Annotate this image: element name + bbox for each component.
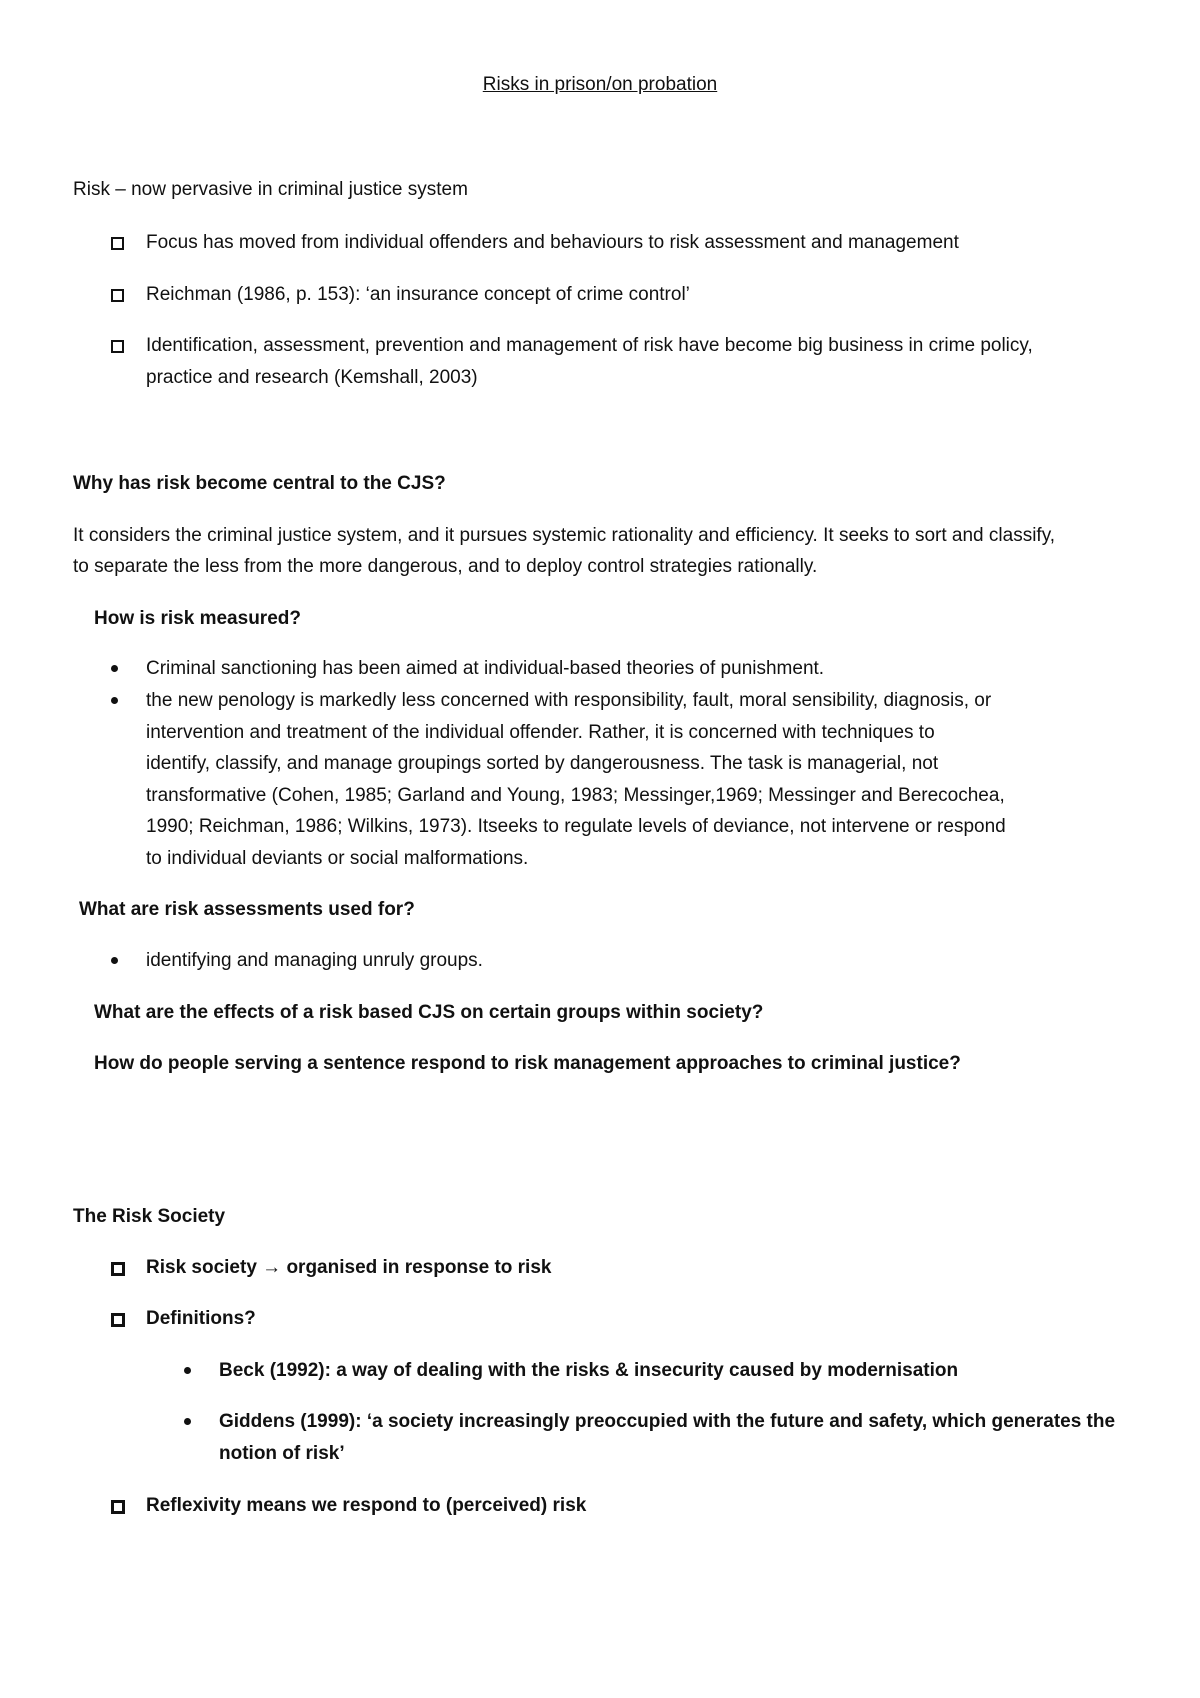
why-paragraph-line-1: It considers the criminal justice system, and it pursues systemic rationality and efficiency. It seeks to sort and classify, [73, 525, 1056, 546]
measured-bullet-2-line-4: transformative (Cohen, 1985; Garland and Young, 1983; Messinger,1969; Messinger and Berecochea, [146, 785, 1005, 806]
why-paragraph-line-2: to separate the less from the more dangerous, and to deploy control strategies rationally. [73, 556, 818, 577]
page-title: Risks in prison/on probation [482, 74, 718, 95]
definition-beck: Beck (1992): a way of dealing with the risks & insecurity caused by modernisation [219, 1360, 959, 1381]
question-response: How do people serving a sentence respond to risk management approaches to criminal justice? [94, 1053, 961, 1074]
intro-item-1: Focus has moved from individual offenders and behaviours to risk assessment and management [146, 232, 959, 253]
checkbox-icon [111, 1313, 125, 1327]
measured-bullet-1: Criminal sanctioning has been aimed at individual-based theories of punishment. [146, 658, 825, 679]
risk-society-item-1: Risk society → organised in response to risk [146, 1257, 552, 1278]
used-for-heading: What are risk assessments used for? [79, 899, 415, 920]
bullet-icon [184, 1418, 191, 1425]
risk-society-item-2: Definitions? [146, 1308, 256, 1329]
measured-heading: How is risk measured? [94, 608, 301, 629]
bullet-icon [111, 665, 118, 672]
bullet-icon [111, 697, 118, 704]
used-for-bullet: identifying and managing unruly groups. [146, 950, 483, 971]
checkbox-icon [111, 237, 124, 250]
intro-item-3-line-1: Identification, assessment, prevention and management of risk have become big business in crime policy, [146, 335, 1033, 356]
bullet-icon [111, 957, 118, 964]
risk-society-item-3: Reflexivity means we respond to (perceived) risk [146, 1495, 587, 1516]
risk-society-heading: The Risk Society [73, 1206, 226, 1227]
measured-bullet-2-line-3: identify, classify, and manage groupings sorted by dangerousness. The task is managerial, not [146, 753, 939, 774]
checkbox-icon [111, 289, 124, 302]
measured-bullet-2-line-6: to individual deviants or social malformations. [146, 848, 529, 869]
intro-heading: Risk – now pervasive in criminal justice system [73, 179, 468, 200]
definition-giddens-line-2: notion of risk’ [219, 1443, 345, 1464]
measured-bullet-2-line-1: the new penology is markedly less concerned with responsibility, fault, moral sensibility, diagnosis, or [146, 690, 992, 711]
bullet-icon [184, 1367, 191, 1374]
intro-item-3-line-2: practice and research (Kemshall, 2003) [146, 367, 478, 388]
measured-bullet-2-line-5: 1990; Reichman, 1986; Wilkins, 1973). Itseeks to regulate levels of deviance, not intervene or respond [146, 816, 1006, 837]
checkbox-icon [111, 1500, 125, 1514]
why-heading: Why has risk become central to the CJS? [73, 473, 446, 494]
checkbox-icon [111, 1262, 125, 1276]
intro-item-2: Reichman (1986, p. 153): ‘an insurance concept of crime control’ [146, 284, 690, 305]
measured-bullet-2-line-2: intervention and treatment of the individual offender. Rather, it is concerned with techniques to [146, 722, 935, 743]
checkbox-icon [111, 340, 124, 353]
definition-giddens-line-1: Giddens (1999): ‘a society increasingly preoccupied with the future and safety, which generates the [219, 1411, 1116, 1432]
question-effects: What are the effects of a risk based CJS on certain groups within society? [94, 1002, 764, 1023]
